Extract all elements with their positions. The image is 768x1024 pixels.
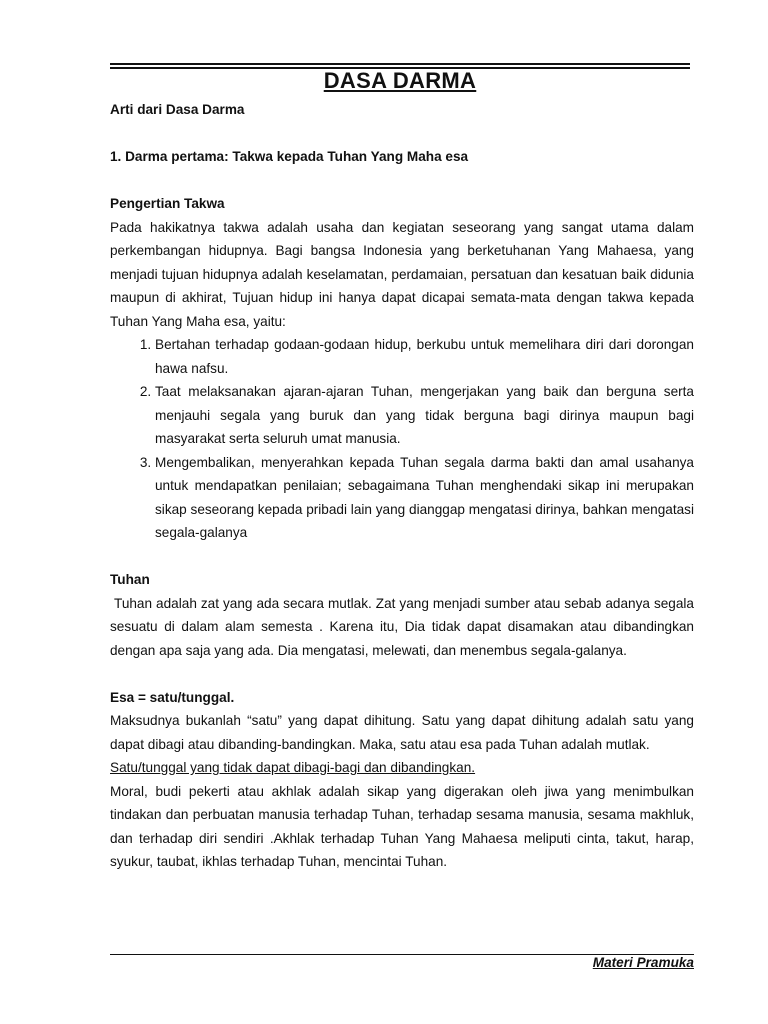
header-rule-top bbox=[110, 63, 690, 65]
tuhan-paragraph: Tuhan adalah zat yang ada secara mutlak. Zat yang menjadi sumber atau sebab adanya segala sesuatu di dalam alam semesta . Karena itu, Dia tidak dapat disamakan atau dibandingkan dengan apa saja yang ada. Dia mengatasi, melewati, dan menembus segala-galanya. bbox=[110, 595, 698, 658]
page-title: DASA DARMA bbox=[323, 68, 477, 93]
esa-paragraph-2: Moral, budi pekerti atau akhlak adalah sikap yang digerakan oleh jiwa yang menimbulkan tindakan dan perbuatan manusia terhadap Tuhan, terhadap sesama manusia, sesama makhluk, dan terhadap diri sendiri .Akhlak terhadap Tuhan Yang Mahaesa meliputi cinta, takut, harap, syukur, taubat, ikhlas terhadap Tuhan, mencintai Tuhan. bbox=[110, 783, 694, 869]
esa-paragraph-1: Maksudnya bukanlah “satu” yang dapat dihitung. Satu yang dapat dihitung adalah satu yang dapat dibagi atau dibanding-bandingkan. Maka, satu atau esa pada Tuhan adalah mutlak. bbox=[110, 713, 694, 752]
footer-label: Materi Pramuka bbox=[592, 955, 694, 970]
esa-heading: Esa = satu/tunggal. bbox=[110, 689, 235, 705]
takwa-heading: Pengertian Takwa bbox=[110, 196, 225, 211]
list-item: 3. Mengembalikan, menyerahkan kepada Tuhan segala darma bakti dan amal usahanya untuk mendapatkan penilaian; sebagaimana Tuhan menghendaki sikap ini merupakan sikap seseorang kepada pribadi lain yang dianggap mengatasi dirinya, bahkan mengatasi segala-galanya bbox=[155, 451, 694, 545]
takwa-list bbox=[110, 333, 694, 545]
document-body bbox=[110, 98, 698, 874]
list-item: 2. Taat melaksanakan ajaran-ajaran Tuhan, mengerjakan yang baik dan berguna serta menjauhi segala yang buruk dan yang tidak berguna bagi dirinya maupun bagi masyarakat serta seluruh umat manusia. bbox=[155, 380, 694, 451]
tuhan-heading: Tuhan bbox=[110, 572, 150, 587]
esa-underlined-text: Satu/tunggal yang tidak dapat dibagi-bagi dan dibandingkan. bbox=[110, 760, 476, 775]
subtitle: Arti dari Dasa Darma bbox=[110, 102, 245, 117]
list-item: 1. Bertahan terhadap godaan-godaan hidup, berkubu untuk memelihara diri dari dorongan hawa nafsu. bbox=[155, 333, 694, 380]
section1-heading: 1. Darma pertama: Takwa kepada Tuhan Yang Maha esa bbox=[110, 149, 469, 164]
takwa-paragraph: Pada hakikatnya takwa adalah usaha dan kegiatan seseorang yang sangat utama dalam perkembangan hidupnya. Bagi bangsa Indonesia yang berketuhanan Yang Mahaesa, yang menjadi tujuan hidupnya adalah keselamatan, perdamaian, persatuan dan kesatuan baik didunia maupun di akhirat, Tujuan hidup ini hanya dapat dicapai semata-mata dengan takwa kepada Tuhan Yang Maha esa, yaitu: bbox=[110, 219, 694, 329]
